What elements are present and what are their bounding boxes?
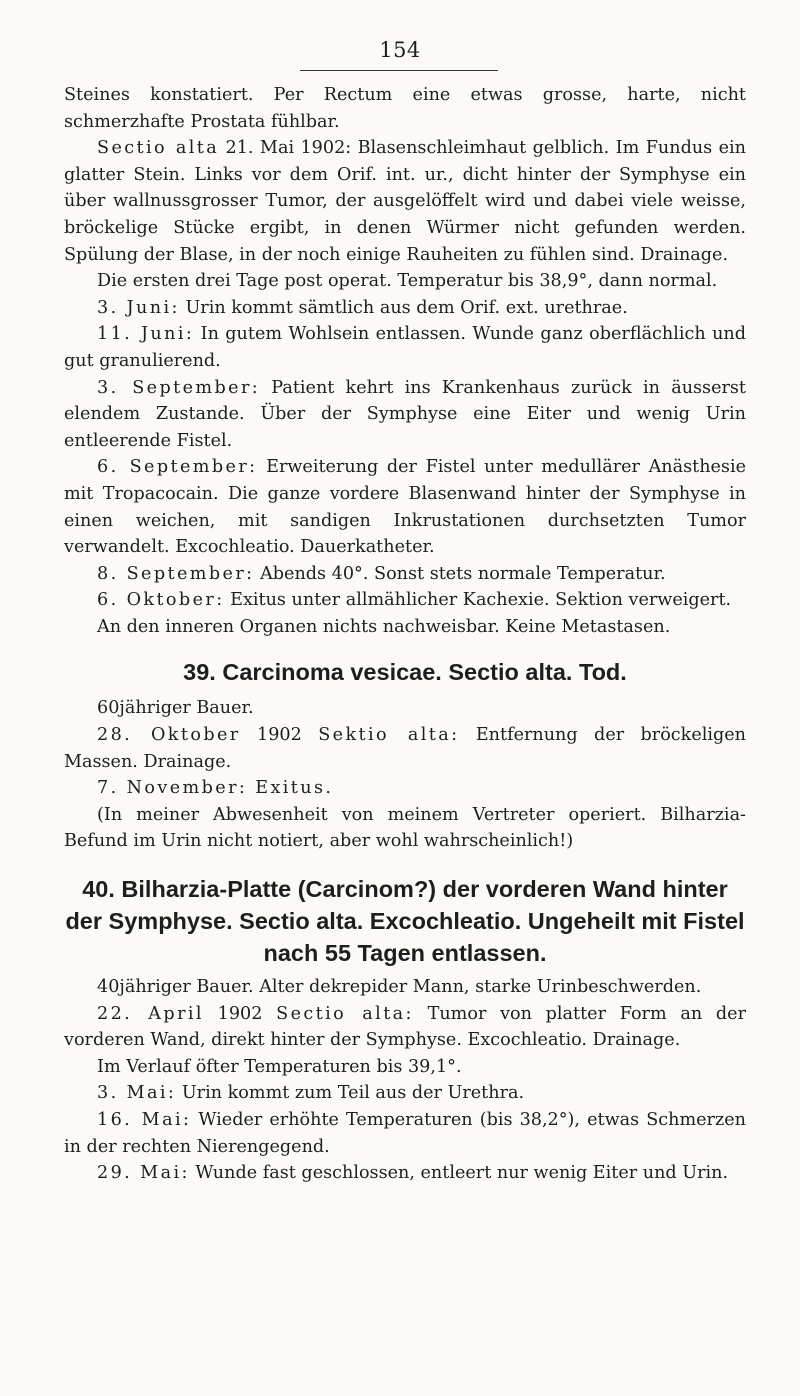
- paragraph-text: Wieder erhöhte Temperaturen (bis 38,2°), etwas Schmerzen in der rechten Nierengegend.: [64, 1110, 746, 1157]
- spaced-lead: 6. Oktober:: [97, 590, 225, 611]
- paragraph-text: Entfernung der bröckeligen Massen. Drainage.: [64, 725, 746, 772]
- paragraph: [64, 1107, 746, 1160]
- spaced-lead: 11. Juni:: [97, 324, 195, 345]
- paragraph-text: In gutem Wohlsein entlassen. Wunde ganz oberflächlich und gut granulierend.: [64, 324, 746, 371]
- paragraph-text: Tumor von platter Form an der vorderen Wand, direkt hinter der Symphyse. Excochleatio. Drainage.: [64, 1003, 746, 1051]
- spaced-lead: Sektio alta:: [318, 725, 460, 746]
- spaced-lead: 16. Mai:: [97, 1110, 192, 1130]
- spaced-lead: 7. November: Exitus.: [97, 778, 334, 799]
- paragraph: An den inneren Organen nichts nachweisbar. Keine Metastasen.: [97, 616, 671, 637]
- spaced-lead: 6. September:: [97, 457, 258, 478]
- case-heading-40: 40. Bilharzia-Platte (Carcinom?) der vorderen Wand hinter der Symphyse. Sectio alta. Excochleatio. Ungeheilt mit Fistel nach 55 Tagen entlassen.: [65, 876, 745, 967]
- paragraph: (In meiner Abwesenheit von meinem Vertreter operiert. Bilharzia-Befund im Urin nicht notiert, aber wohl wahrscheinlich!): [64, 804, 746, 852]
- spaced-lead: 3. September:: [97, 377, 261, 398]
- header-rule: [300, 70, 498, 71]
- paragraph-text: 1902: [240, 725, 319, 746]
- paragraph: [64, 775, 746, 802]
- paragraph: [64, 135, 746, 268]
- case-heading-39: 39. Carcinoma vesicae. Sectio alta. Tod.: [183, 659, 627, 686]
- paragraph-text: Urin kommt zum Teil aus der Urethra.: [176, 1083, 525, 1104]
- spaced-lead: 22. April: [97, 1003, 204, 1024]
- paragraph-text: Exitus unter allmählicher Kachexie. Sektion verweigert.: [224, 590, 732, 611]
- paragraph: [64, 1001, 746, 1054]
- paragraph-text: 1902: [203, 1003, 277, 1024]
- spaced-lead: 29. Mai:: [97, 1163, 190, 1184]
- paragraph: [64, 1160, 746, 1187]
- paragraph-text: 21. Mai 1902: Blasenschleimhaut gelblich. Im Fundus ein glatter Stein. Links vor dem Orif. int. ur., dicht hinter der Symphyse ein über wallnussgrosser Tumor, der ausgelöffelt wird und dabei viele weisse, bröckelige Stücke ergibt, in denen Würmer nicht gefunden werden. Spülung der Blase, in der noch einige Rauheiten zu fühlen sind. Drainage.: [64, 138, 746, 265]
- paragraph: [64, 587, 746, 614]
- paragraph: [64, 454, 746, 560]
- paragraph: [64, 321, 746, 374]
- paragraph: Im Verlauf öfter Temperaturen bis 39,1°.: [97, 1056, 462, 1077]
- paragraph-text: Patient kehrt ins Krankenhaus zurück in äusserst elendem Zustande. Über der Symphyse eine Eiter und wenig Urin entleerende Fistel.: [64, 377, 746, 451]
- spaced-lead: Sectio alta:: [276, 1003, 414, 1024]
- paragraph-text: Erweiterung der Fistel unter medullärer Anästhesie mit Tropacocain. Die ganze vordere Blasenwand hinter der Symphyse in einen weichen, mit sandigen Inkrustationen durchsetzten Tumor verwandelt. Excochleatio. Dauerkatheter.: [64, 457, 747, 558]
- paragraph: [64, 561, 746, 588]
- paragraph: Steines konstatiert. Per Rectum eine etwas grosse, harte, nicht schmerzhafte Prostata fühlbar.: [64, 85, 746, 132]
- paragraph: [64, 295, 746, 322]
- page-body: [64, 82, 746, 1187]
- paragraph-text: Wunde fast geschlossen, entleert nur wenig Eiter und Urin.: [189, 1163, 729, 1184]
- paragraph: [64, 722, 746, 775]
- paragraph: 60jähriger Bauer.: [97, 698, 254, 719]
- paragraph: [64, 1080, 746, 1107]
- paragraph: [64, 375, 746, 455]
- spaced-lead: 3. Mai:: [97, 1083, 177, 1104]
- paragraph-text: Urin kommt sämtlich aus dem Orif. ext. urethrae.: [179, 297, 628, 318]
- paragraph-text: Abends 40°. Sonst stets normale Temperatur.: [254, 563, 666, 584]
- paragraph: 40jähriger Bauer. Alter dekrepider Mann, starke Urinbeschwerden.: [97, 977, 702, 998]
- spaced-lead: 28. Oktober: [97, 725, 241, 746]
- spaced-lead: Sectio alta: [97, 138, 220, 159]
- page-number: 154: [379, 38, 421, 62]
- spaced-lead: 8. September:: [97, 563, 255, 584]
- paragraph: Die ersten drei Tage post operat. Temperatur bis 38,9°, dann normal.: [97, 271, 718, 292]
- spaced-lead: 3. Juni:: [97, 297, 180, 318]
